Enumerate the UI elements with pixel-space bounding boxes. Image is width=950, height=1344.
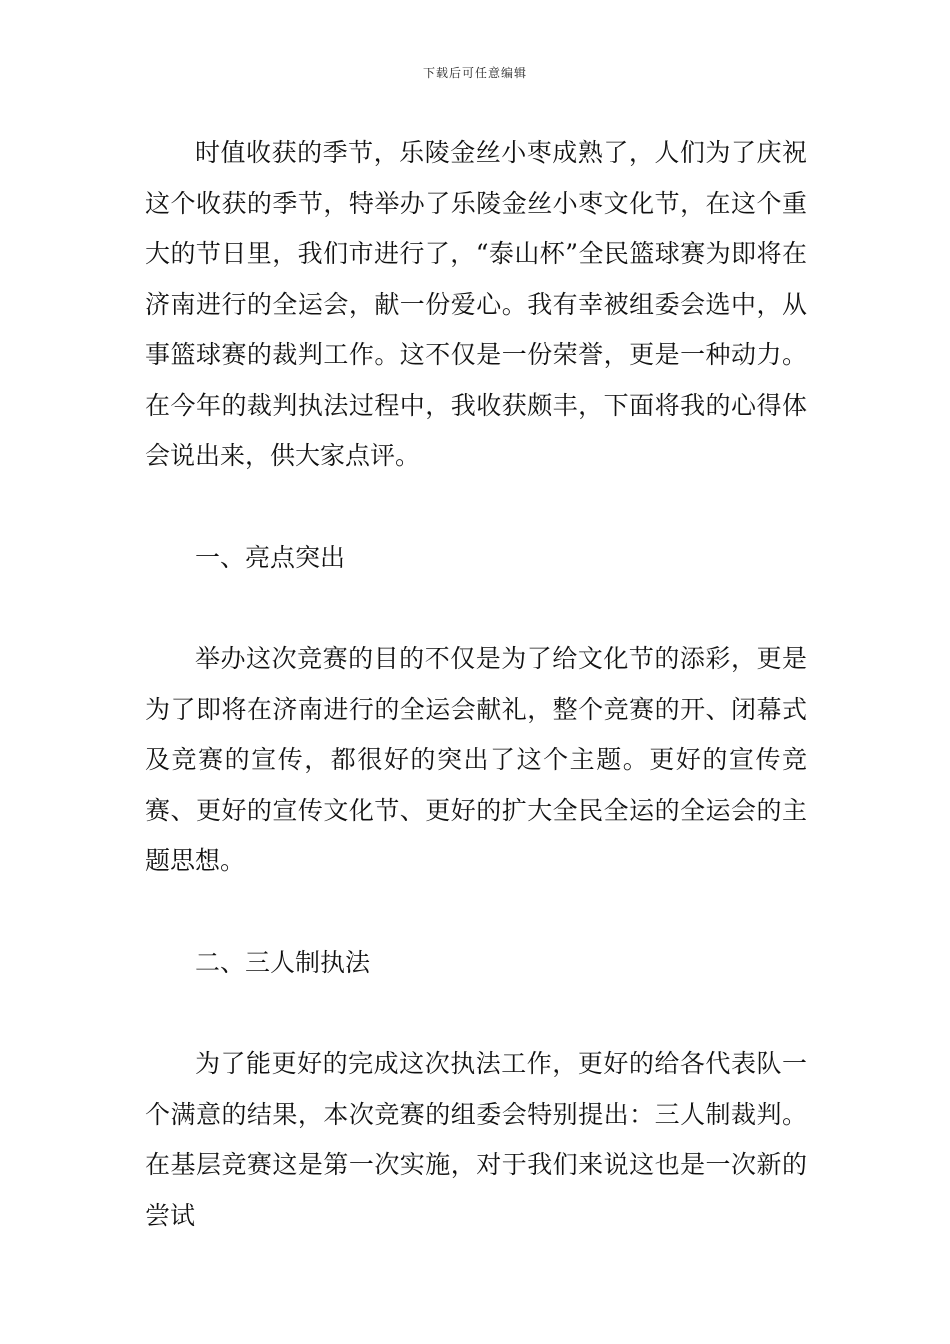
- header-note: 下载后可任意编辑: [422, 66, 527, 80]
- section-1-title: 一、亮点突出: [195, 542, 346, 572]
- section-2-title: 二、三人制执法: [195, 947, 371, 977]
- spacer: [145, 887, 807, 938]
- spacer: [145, 988, 807, 1039]
- section-2-paragraph: 为了能更好的完成这次执法工作，更好的给各代表队一个满意的结果，本次竞赛的组委会特别提出：三人制裁判。在基层竞赛这是第一次实施，对于我们来说这也是一次新的尝试: [145, 1049, 807, 1230]
- section-1-paragraph: 举办这次竞赛的目的不仅是为了给文化节的添彩，更是为了即将在济南进行的全运会献礼，整个竞赛的开、闭幕式及竞赛的宣传，都很好的突出了这个主题。更好的宣传竞赛、更好的宣传文化节、更好的扩大全民全运的全运会的主题思想。: [145, 644, 807, 875]
- intro-paragraph: 时值收获的季节，乐陵金丝小枣成熟了，人们为了庆祝这个收获的季节，特举办了乐陵金丝小枣文化节，在这个重大的节日里，我们市进行了，“泰山杯”全民篮球赛为即将在济南进行的全运会，献一份爱心。我有幸被组委会选中，从事篮球赛的裁判工作。这不仅是一份荣誉，更是一种动力。在今年的裁判执法过程中，我收获颇丰，下面将我的心得体会说出来，供大家点评。: [145, 138, 807, 470]
- document-body: [145, 128, 807, 1241]
- spacer: [145, 583, 807, 634]
- spacer: [145, 482, 807, 533]
